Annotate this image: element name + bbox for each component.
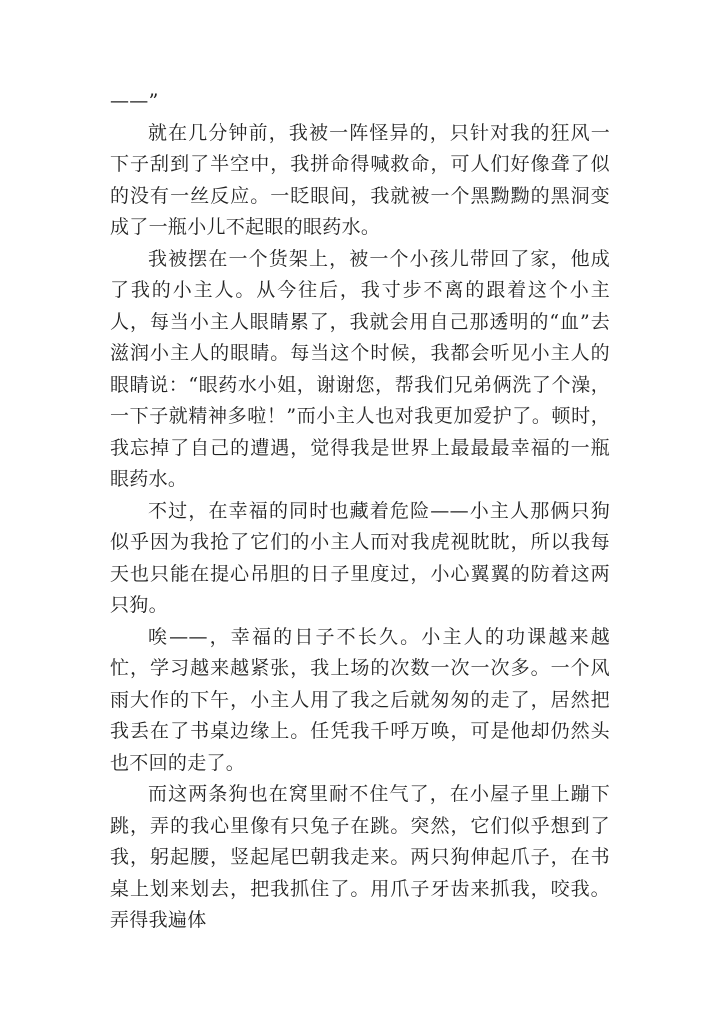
document-body [110, 86, 610, 937]
paragraph-opening-quote-end: ——” [110, 90, 159, 112]
paragraph-little-master: 我被摆在一个货架上，被一个小孩儿带回了家，他成了我的小主人。从今往后，我寸步不离的跟着这个小主人，每当小主人眼睛累了，我就会用自己那透明的“血”去滋润小主人的眼睛。每当这个时候，我都会听见小主人的眼睛说：“眼药水小姐，谢谢您，帮我们兄弟俩洗了个澡，一下子就精神多啦！”而小主人也对我更加爱护了。顿时，我忘掉了自己的遭遇，觉得我是世界上最最最幸福的一瓶眼药水。 [110, 247, 610, 490]
paragraph-forgotten: 唉——，幸福的日子不长久。小主人的功课越来越忙，学习越来越紧张，我上场的次数一次一次多。一个风雨大作的下午，小主人用了我之后就匆匆的走了，居然把我丢在了书桌边缘上。任凭我千呼万唤，可是他却仍然头也不回的走了。 [110, 625, 610, 774]
paragraph-danger: 不过，在幸福的同时也藏着危险——小主人那俩只狗似乎因为我抢了它们的小主人而对我虎视眈眈，所以我每天也只能在提心吊胆的日子里度过，小心翼翼的防着这两只狗。 [110, 499, 610, 616]
paragraph-dogs: 而这两条狗也在窝里耐不住气了，在小屋子里上蹦下跳，弄的我心里像有只兔子在跳。突然，它们似乎想到了我，躬起腰，竖起尾巴朝我走来。两只狗伸起爪子，在书桌上划来划去，把我抓住了。用爪子牙齿来抓我，咬我。弄得我遍体 [110, 783, 610, 931]
paragraph-whirlwind: 就在几分钟前，我被一阵怪异的，只针对我的狂风一下子刮到了半空中，我拼命得喊救命，可人们好像聋了似的没有一丝反应。一眨眼间，我就被一个黑黝黝的黑洞变成了一瓶小儿不起眼的眼药水。 [110, 121, 610, 238]
